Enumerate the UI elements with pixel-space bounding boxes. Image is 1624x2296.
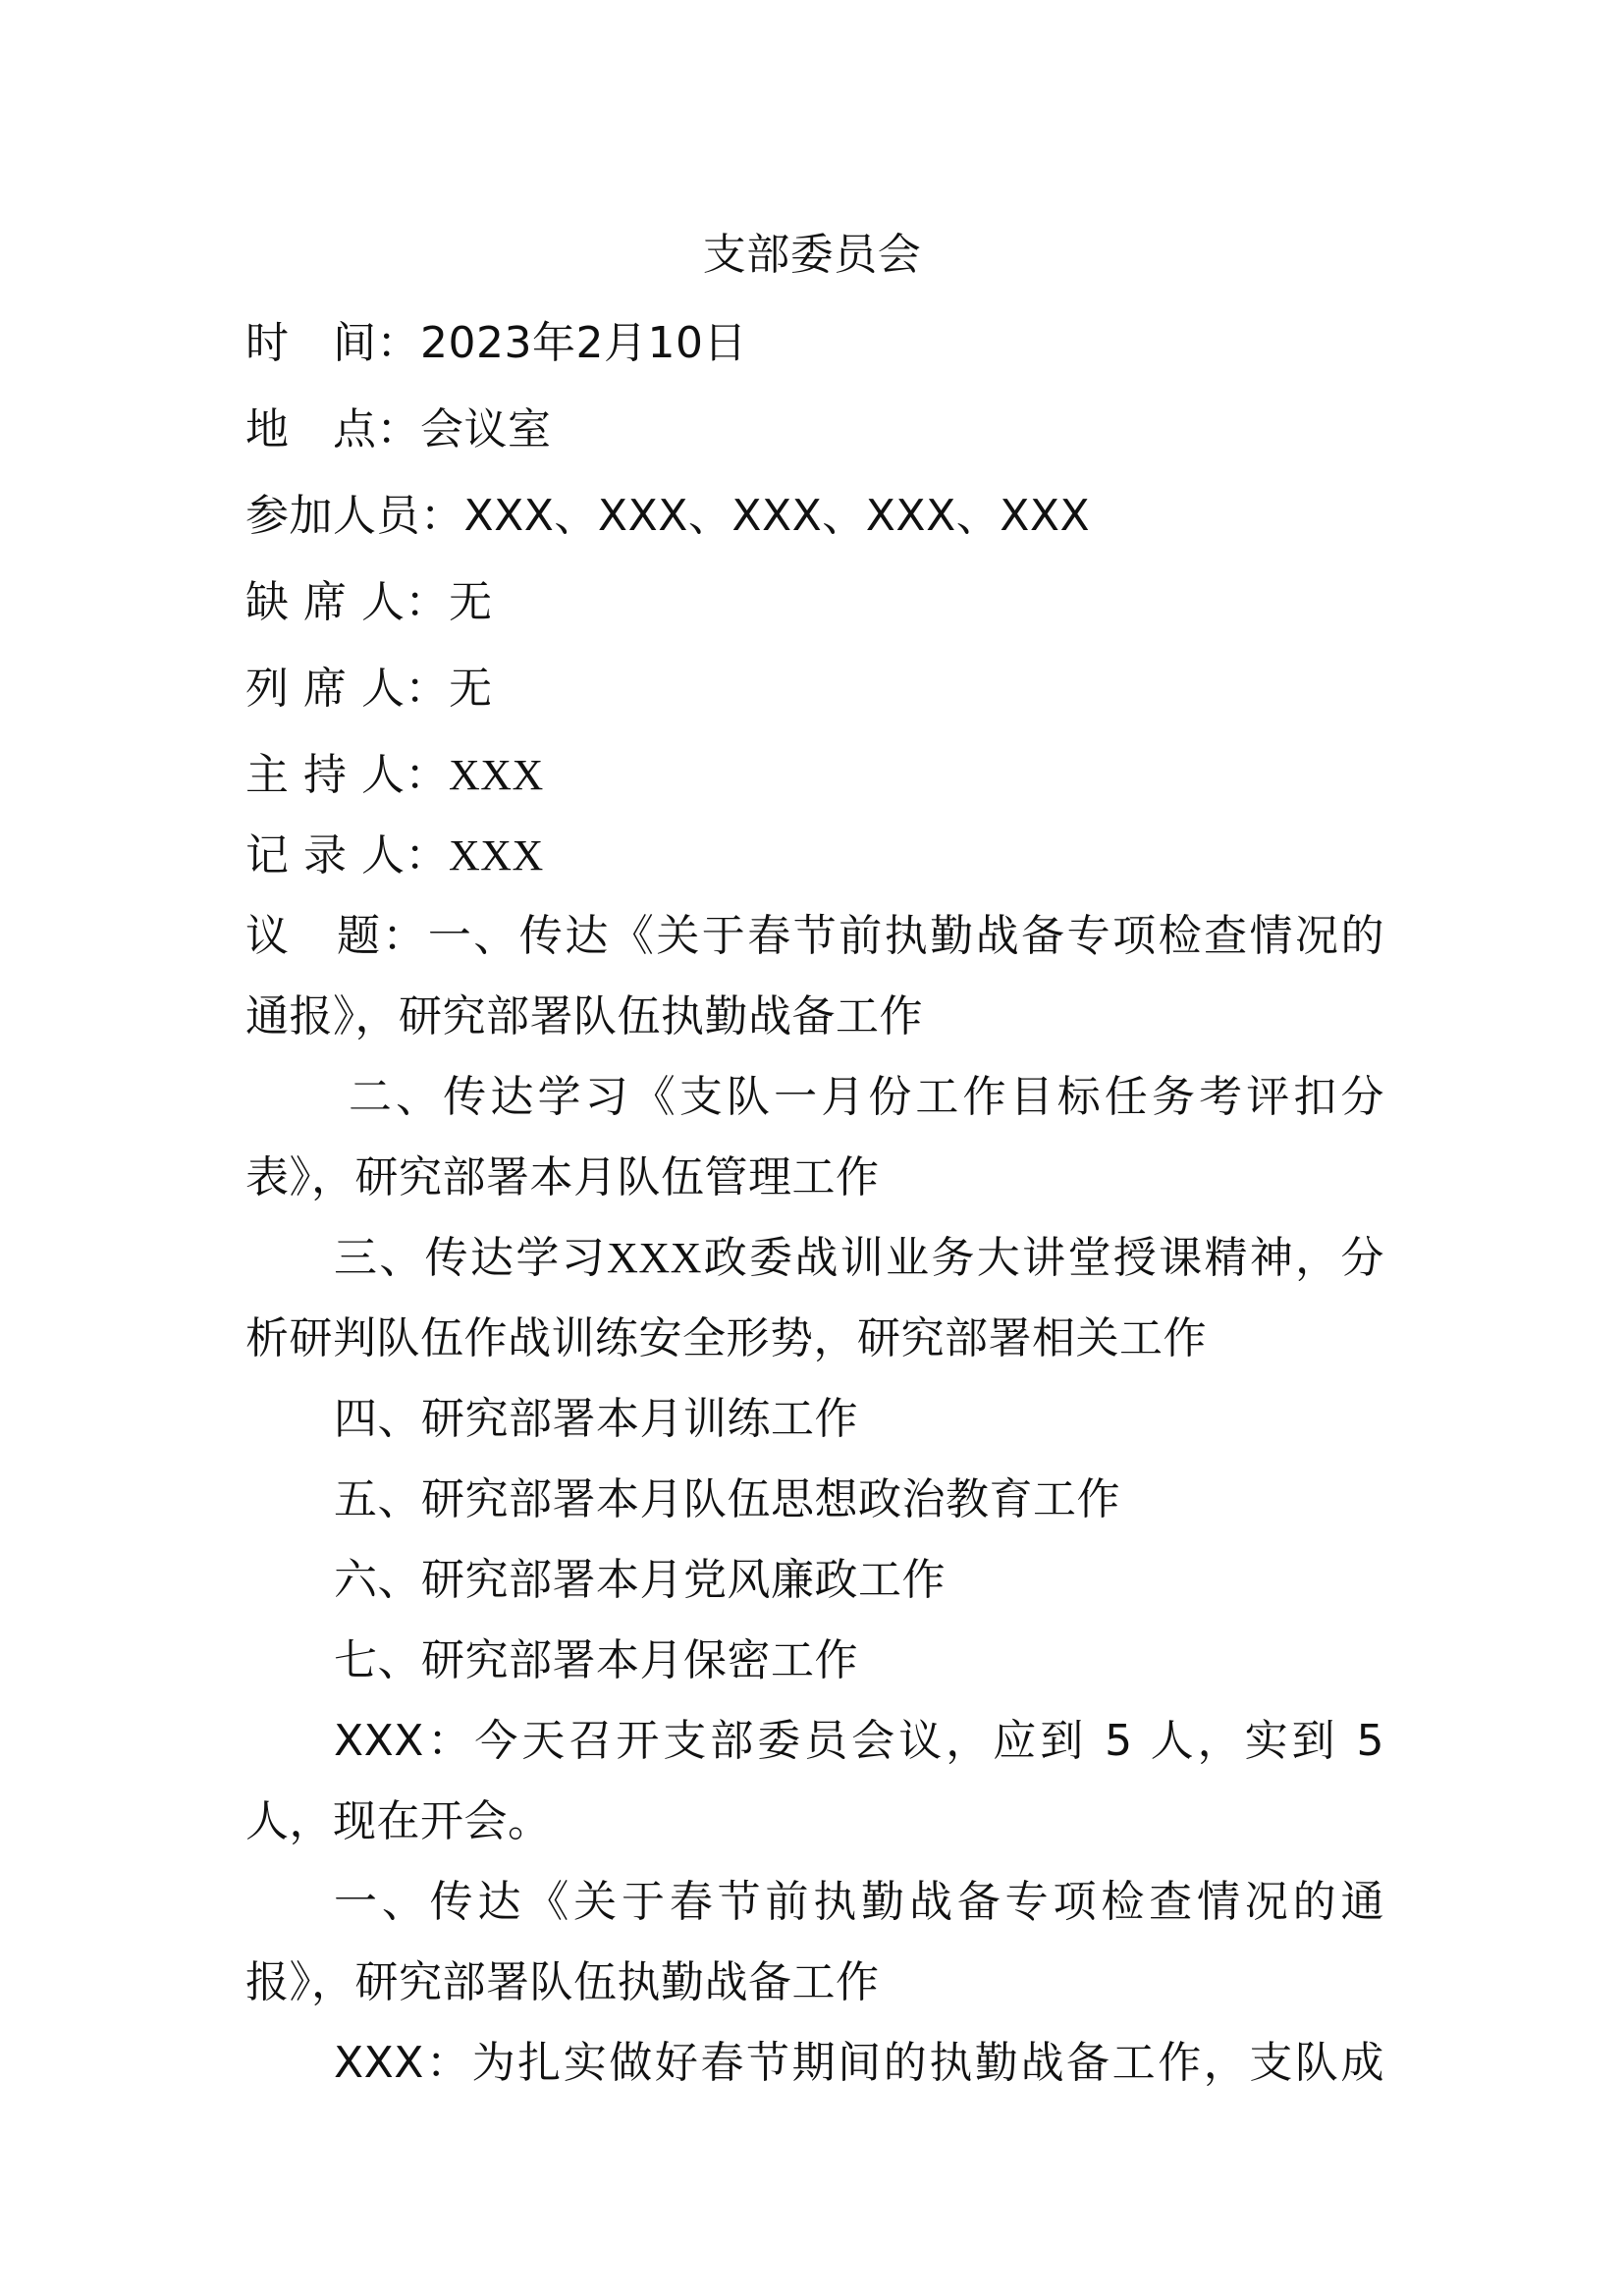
agenda-label: 议 题： bbox=[245, 911, 428, 961]
meta-absent-label: 缺 席 人： bbox=[245, 577, 449, 627]
agenda-item-1-line-2: 通报》，研究部署队伍执勤战备工作 bbox=[245, 991, 923, 1041]
meta-recorder-value: XXX bbox=[448, 831, 544, 880]
meta-attendees-label: 参加人员： bbox=[245, 491, 464, 541]
agenda-item-3-post: 政委战训业务大讲堂授课精神，分 bbox=[701, 1233, 1385, 1283]
meta-observer bbox=[245, 660, 1384, 719]
meta-recorder-label: 记 录 人： bbox=[245, 830, 449, 881]
meta-host bbox=[245, 746, 1384, 805]
agenda-item-1-line-1 bbox=[245, 907, 1384, 966]
meta-host-label: 主 持 人： bbox=[245, 750, 449, 800]
meta-observer-label: 列 席 人： bbox=[245, 664, 449, 714]
agenda-item-4: 四、研究部署本月训练工作 bbox=[334, 1394, 858, 1444]
body-paragraph-1-line-2: 人，现在开会。 bbox=[245, 1796, 552, 1846]
agenda-item-6: 六、研究部署本月党风廉政工作 bbox=[334, 1555, 946, 1605]
meta-place bbox=[245, 400, 1384, 459]
meta-absent-value: 无 bbox=[448, 577, 493, 627]
meta-absent bbox=[245, 573, 1384, 632]
meta-time-label: 时 间： bbox=[245, 318, 420, 368]
agenda-item-1-text: 一、传达《关于春节前执勤战备专项检查情况的 bbox=[427, 911, 1385, 961]
meta-time bbox=[245, 314, 1384, 373]
meta-host-value: XXX bbox=[448, 751, 544, 799]
meta-place-label: 地 点： bbox=[245, 404, 420, 454]
body-heading-1-line-1: 一、传达《关于春节前执勤战备专项检查情况的通 bbox=[334, 1877, 1384, 1927]
body-paragraph-2-line-1: XXX：为扎实做好春节期间的执勤战备工作，支队成 bbox=[334, 2038, 1384, 2088]
agenda-item-3-pre: 三、传达学习 bbox=[334, 1233, 608, 1283]
agenda-item-5: 五、研究部署本月队伍思想政治教育工作 bbox=[334, 1474, 1120, 1524]
meta-observer-value: 无 bbox=[448, 664, 493, 714]
meta-place-value: 会议室 bbox=[420, 404, 552, 454]
meta-attendees-value: XXX、XXX、XXX、XXX、XXX bbox=[463, 491, 1091, 541]
meta-time-value: 2023年2月10日 bbox=[420, 318, 747, 368]
agenda-item-2-line-2: 表》，研究部署本月队伍管理工作 bbox=[245, 1152, 880, 1202]
document-title: 支部委员会 bbox=[702, 230, 922, 280]
agenda-item-7: 七、研究部署本月保密工作 bbox=[334, 1635, 858, 1685]
meta-attendees bbox=[245, 487, 1384, 546]
agenda-item-3-line-2: 析研判队伍作战训练安全形势，研究部署相关工作 bbox=[245, 1313, 1207, 1363]
body-paragraph-1-line-1: XXX：今天召开支部委员会议，应到 5 人，实到 5 bbox=[334, 1716, 1384, 1766]
agenda-item-2-line-1: 二、传达学习《支队一月份工作目标任务考评扣分 bbox=[349, 1072, 1384, 1122]
agenda-item-3-line-1 bbox=[334, 1229, 1384, 1288]
agenda-item-3-name: XXX bbox=[607, 1234, 702, 1282]
body-heading-1-line-2: 报》，研究部署队伍执勤战备工作 bbox=[245, 1957, 880, 2007]
meta-recorder bbox=[245, 827, 1384, 885]
